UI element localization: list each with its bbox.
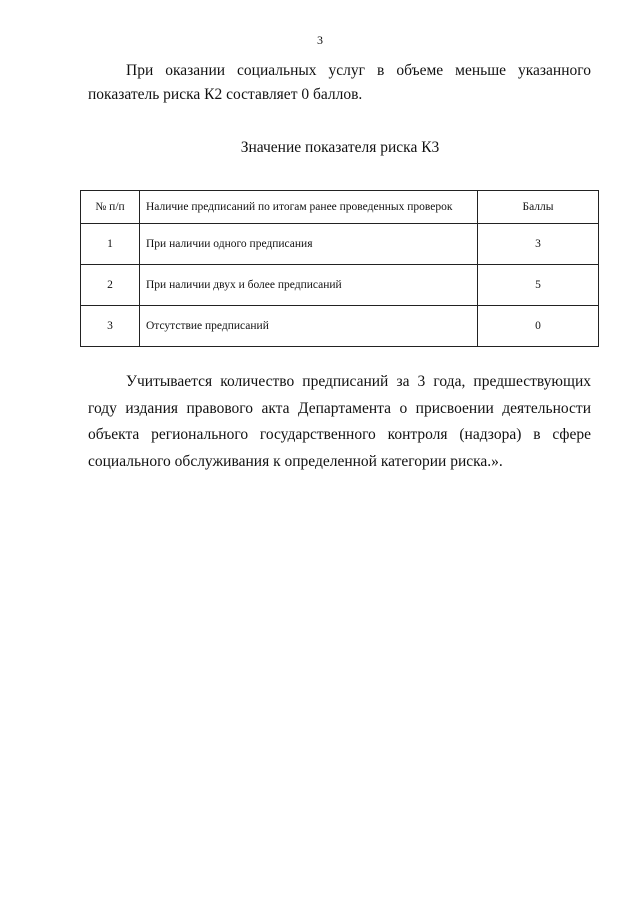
row-num: 2 xyxy=(81,265,140,306)
risk-k3-table xyxy=(80,190,599,347)
table-row xyxy=(81,306,599,347)
paragraph-risk-k2: При оказании социальных услуг в объеме меньше указанного показатель риска К2 составляет 0 баллов. xyxy=(88,62,591,103)
page-number: 3 xyxy=(317,33,323,47)
section-heading: Значение показателя риска К3 xyxy=(240,139,440,156)
row-points: 0 xyxy=(478,306,599,347)
table-header-row xyxy=(81,191,599,224)
row-description: При наличии одного предписания xyxy=(140,224,478,265)
row-num: 3 xyxy=(81,306,140,347)
row-description: Отсутствие предписаний xyxy=(140,306,478,347)
table-row xyxy=(81,224,599,265)
row-points: 5 xyxy=(478,265,599,306)
header-points: Баллы xyxy=(478,191,599,224)
row-description: При наличии двух и более предписаний xyxy=(140,265,478,306)
header-description: Наличие предписаний по итогам ранее проведенных проверок xyxy=(140,191,478,224)
table-row xyxy=(81,265,599,306)
paragraph-prescriptions-note: Учитывается количество предписаний за 3 года, предшествующих году издания правового акта Департамента о присвоении деятельности объекта регионального государственного контроля (надзора) в сфере социального обслуживания к определенной категории риска.». xyxy=(88,373,591,470)
header-num: № п/п xyxy=(81,191,140,224)
row-num: 1 xyxy=(81,224,140,265)
row-points: 3 xyxy=(478,224,599,265)
